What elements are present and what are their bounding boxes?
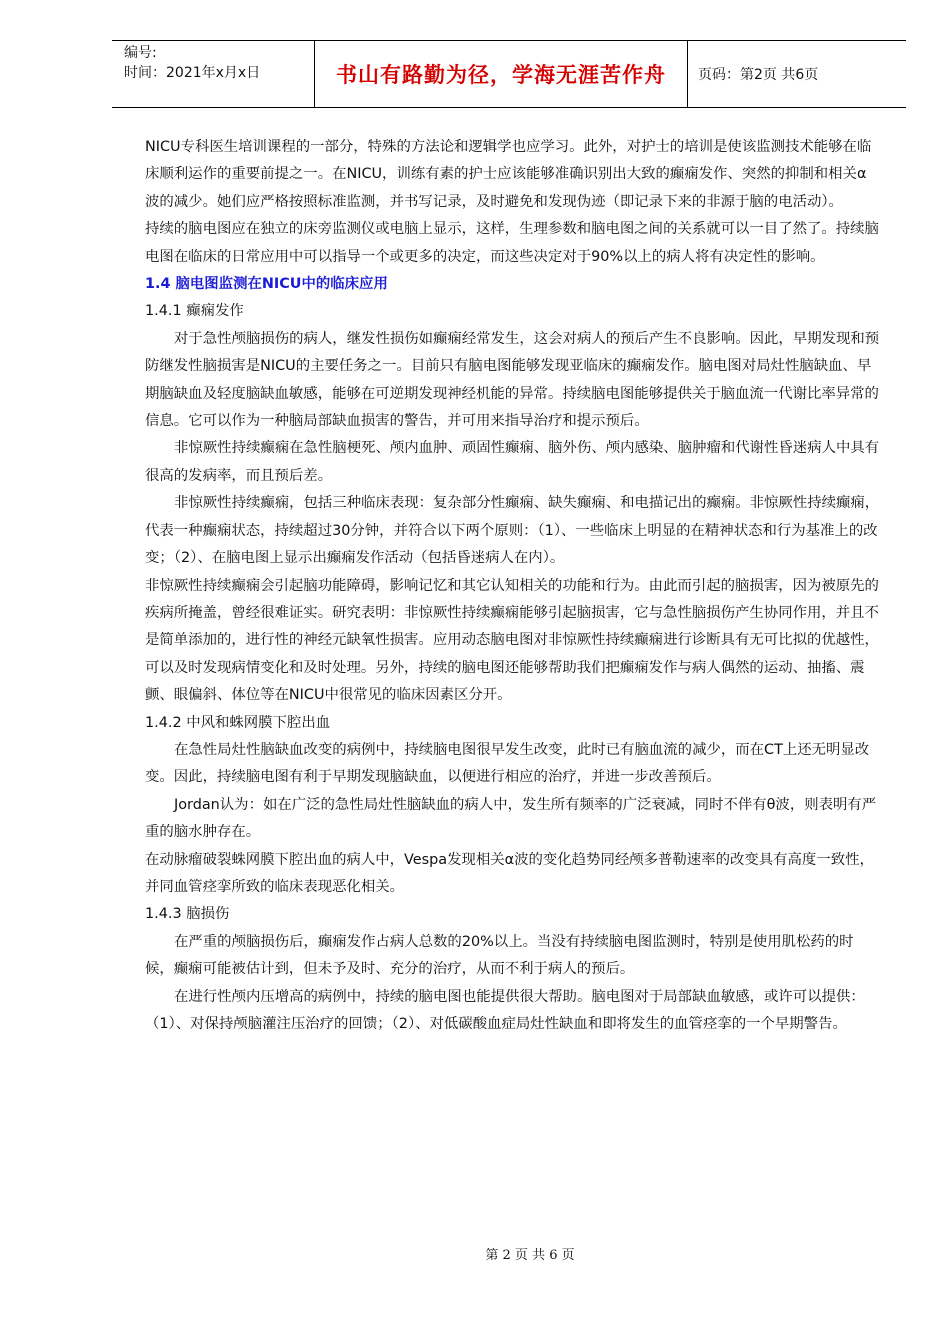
paragraph: NICU专科医生培训课程的一部分，特殊的方法论和逻辑学也应学习。此外，对护士的培训是使该监测技术能够在临床顺利运作的重要前提之一。在NICU，训练有素的护士应该能够准确识别出大致的癫痫发作、突然的抑制和相关α波的减少。她们应严格按照标准监测，并书写记录，及时避免和发现伪迹（即记录下来的非源于脑的电活动）。	[145, 139, 872, 210]
subsection-heading: 1.4.1 癫痫发作	[145, 303, 244, 320]
section-heading: 1.4 脑电图监测在NICU中的临床应用	[145, 276, 388, 293]
paragraph: 在进行性颅内压增高的病例中，持续的脑电图也能提供很大帮助。脑电图对于局部缺血敏感，或许可以提供：（1）、对保持颅脑灌注压治疗的回馈；（2）、对低碳酸血症局灶性缺血和即将发生的血管痉挛的一个早期警告。	[145, 988, 865, 1032]
paragraph: 在急性局灶性脑缺血改变的病例中，持续脑电图很早发生改变，此时已有脑血流的减少，而在CT上还无明显改变。因此，持续脑电图有利于早期发现脑缺血，以便进行相应的治疗，并进一步改善预后。	[145, 741, 870, 786]
paragraph: Jordan认为：如在广泛的急性局灶性脑缺血的病人中，发生所有频率的广泛衰减，同时不伴有θ波，则表明有严重的脑水肿存在。	[145, 796, 877, 841]
paragraph: 非惊厥性持续癫痫，包括三种临床表现：复杂部分性癫痫、缺失癫痫、和电描记出的癫痫。非惊厥性持续癫痫，代表一种癫痫状态，持续超过30分钟，并符合以下两个原则：（1）、一些临床上明显的在精神状态和行为基准上的改变；（2）、在脑电图上显示出癫痫发作活动（包括昏迷病人在内）。	[145, 495, 880, 567]
subsection-heading: 1.4.2 中风和蛛网膜下腔出血	[145, 714, 331, 731]
header-motto-cell	[315, 41, 688, 107]
header-meta	[112, 41, 315, 107]
document-body	[145, 134, 880, 1038]
paragraph: 在动脉瘤破裂蛛网膜下腔出血的病人中，Vespa发现相关α波的变化趋势同经颅多普勒速率的改变具有高度一致性，并同血管痉挛所致的临床表现恶化相关。	[145, 851, 874, 895]
document-number-label: 编号:	[124, 45, 157, 61]
page-header	[112, 40, 906, 108]
header-motto: 书山有路勤为径，学海无涯苦作舟	[336, 63, 666, 87]
page-footer: 第 2 页 共 6 页	[485, 1248, 575, 1263]
paragraph: 非惊厥性持续癫痫在急性脑梗死、颅内血肿、顽固性癫痫、脑外伤、颅内感染、脑肿瘤和代谢性昏迷病人中具有很高的发病率，而且预后差。	[145, 440, 880, 484]
paragraph: 持续的脑电图应在独立的床旁监测仪或电脑上显示，这样，生理参数和脑电图之间的关系就可以一目了然了。持续脑电图在临床的日常应用中可以指导一个或更多的决定，而这些决定对于90%以上的病人将有决定性的影响。	[145, 221, 879, 265]
subsection-heading: 1.4.3 脑损伤	[145, 906, 230, 923]
paragraph: 在严重的颅脑损伤后，癫痫发作占病人总数的20%以上。当没有持续脑电图监测时，特别是使用肌松药的时候，癫痫可能被估计到，但未予及时、充分的治疗，从而不利于病人的预后。	[145, 933, 854, 978]
document-time-label: 时间：2021年x月x日	[124, 65, 261, 81]
header-page-number: 页码：第2页 共6页	[698, 67, 819, 83]
paragraph: 对于急性颅脑损伤的病人，继发性损伤如癫痫经常发生，这会对病人的预后产生不良影响。因此，早期发现和预防继发性脑损害是NICU的主要任务之一。目前只有脑电图能够发现亚临床的癫痫发作。脑电图对局灶性脑缺血、早期脑缺血及轻度脑缺血敏感，能够在可逆期发现神经机能的异常。持续脑电图能够提供关于脑血流一代谢比率异常的信息。它可以作为一种脑局部缺血损害的警告，并可用来指导治疗和提示预后。	[145, 330, 880, 430]
paragraph: 非惊厥性持续癫痫会引起脑功能障碍，影响记忆和其它认知相关的功能和行为。由此而引起的脑损害，因为被原先的疾病所掩盖，曾经很难证实。研究表明：非惊厥性持续癫痫能够引起脑损害，它与急性脑损伤产生协同作用，并且不是简单添加的，进行性的神经元缺氧性损害。应用动态脑电图对非惊厥性持续癫痫进行诊断具有无可比拟的优越性，可以及时发现病情变化和及时处理。另外，持续的脑电图还能够帮助我们把癫痫发作与病人偶然的运动、抽搐、震颤、眼偏斜、体位等在NICU中很常见的临床因素区分开。	[145, 577, 879, 704]
